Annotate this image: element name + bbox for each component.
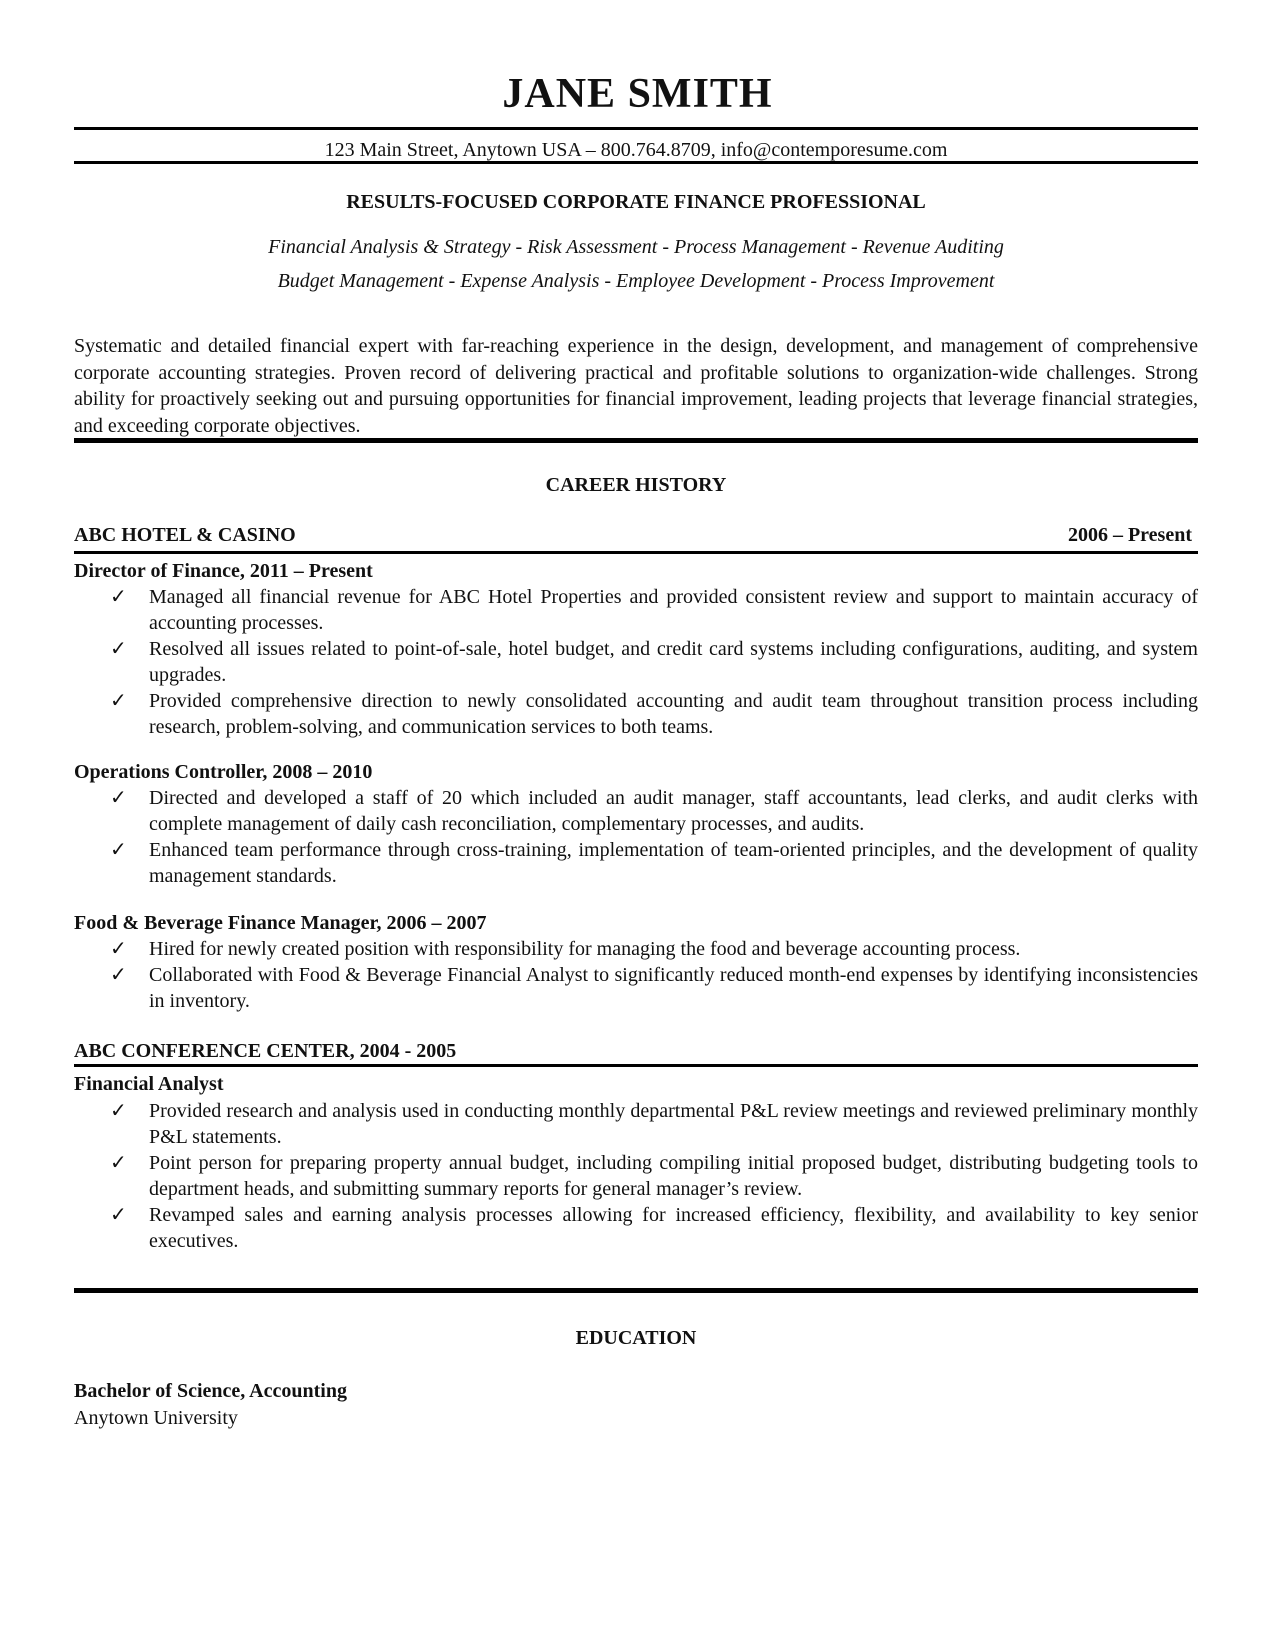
list-item: ✓ Hired for newly created position with responsibility for managing the food and beverage accounting process. [110,938,1021,960]
professional-headline: RESULTS-FOCUSED CORPORATE FINANCE PROFESSIONAL [346,191,926,213]
degree: Bachelor of Science, Accounting [74,1380,347,1402]
list-item: ✓ Point person for preparing property annual budget, including compiling initial proposed budget, distributing budgeting tools to department heads, and submitting summary reports for general manager’s review. [110,1152,1198,1200]
check-icon: ✓ [110,1152,127,1174]
check-icon: ✓ [110,839,127,861]
candidate-name: JANE SMITH [502,71,773,117]
section-divider [74,1288,1198,1293]
list-item: ✓ Revamped sales and earning analysis processes allowing for increased efficiency, flexibility, and availability to key senior executives. [110,1204,1198,1252]
list-item: ✓ Resolved all issues related to point-of-sale, hotel budget, and credit card systems including configurations, auditing, and system upgrades. [110,638,1198,686]
role-bullets [74,1098,1198,1254]
company-rule [74,551,1198,554]
role-bullets [74,785,1198,889]
check-icon: ✓ [110,964,127,986]
list-item: ✓ Managed all financial revenue for ABC Hotel Properties and provided consistent review and support to maintain accuracy of accounting processes. [110,586,1198,634]
role-title: Operations Controller, 2008 – 2010 [74,761,373,783]
company-dates: 2006 – Present [1067,524,1192,546]
contact-info: 123 Main Street, Anytown USA – 800.764.8709, info@contemporesume.com [324,139,948,161]
role-title: Director of Finance, 2011 – Present [74,560,373,582]
section-divider [74,438,1198,443]
list-item: ✓ Enhanced team performance through cross-training, implementation of team-oriented principles, and the development of quality management standards. [110,839,1198,887]
skills-line-1: Financial Analysis & Strategy - Risk Assessment - Process Management - Revenue Auditing [268,236,1004,258]
company-name: ABC HOTEL & CASINO [74,524,296,546]
school: Anytown University [74,1407,238,1429]
check-icon: ✓ [110,690,127,712]
header-rule-bottom [74,161,1198,164]
skills-line-2: Budget Management - Expense Analysis - Employee Development - Process Improvement [277,270,995,292]
role-title: Food & Beverage Finance Manager, 2006 – 2007 [74,912,487,934]
company-heading [74,524,1198,547]
header-rule-top [74,127,1198,130]
check-icon: ✓ [110,638,127,660]
check-icon: ✓ [110,1204,127,1226]
list-item: ✓ Directed and developed a staff of 20 which included an audit manager, staff accountants, lead clerks, and audit clerks with complete management of daily cash reconciliation, complementary processes, and audits. [110,787,1198,835]
check-icon: ✓ [110,586,127,608]
check-icon: ✓ [110,938,127,960]
list-item: ✓ Provided comprehensive direction to newly consolidated accounting and audit team throughout transition process including research, problem-solving, and communication services to both teams. [110,690,1198,738]
list-item: ✓ Provided research and analysis used in conducting monthly departmental P&L review meetings and reviewed preliminary monthly P&L statements. [110,1100,1198,1148]
education-heading: EDUCATION [575,1327,697,1349]
role-bullets [74,936,1198,1014]
career-history-heading: CAREER HISTORY [545,474,727,496]
list-item: ✓ Collaborated with Food & Beverage Financial Analyst to significantly reduced month-end expenses by identifying inconsistencies in inventory. [110,964,1198,1012]
check-icon: ✓ [110,787,127,809]
company-heading [74,1040,1198,1063]
role-title: Financial Analyst [74,1073,224,1095]
check-icon: ✓ [110,1100,127,1122]
role-bullets [74,584,1198,740]
profile-summary: Systematic and detailed financial expert with far-reaching experience in the design, development, and management of comprehensive corporate accounting strategies. Proven record of delivering practical and profitable solutions to organization-wide challenges. Strong ability for proactively seeking out and pursuing opportunities for financial improvement, leading projects that leverage financial strategies, and exceeding corporate objectives. [74,335,1198,437]
company-name: ABC CONFERENCE CENTER, 2004 - 2005 [74,1040,457,1062]
company-rule [74,1064,1198,1067]
